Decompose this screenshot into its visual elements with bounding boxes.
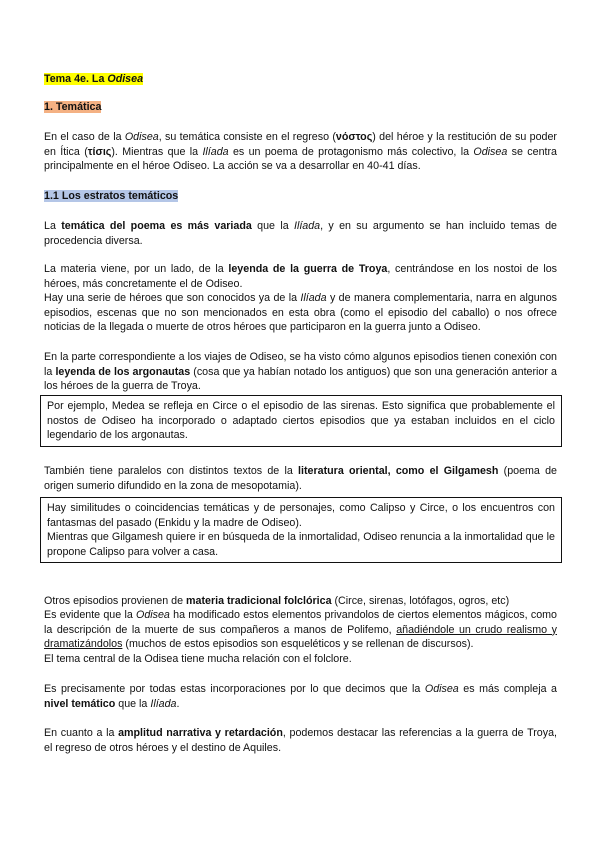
paragraph-intro: En el caso de la Odisea, su temática consiste en el regreso (νόστος) del héroe y la restitución de su poder en Ítica (τίσις). Mientras que la Ilíada es un poema de protagonismo más colectivo, la Odisea se centra principalmente en el héroe Odiseo. La acción se va a desarrollar en 40-41 días.	[44, 131, 557, 172]
note-box-similitudes: Hay similitudes o coincidencias temáticas y de personajes, como Calipso y Circe, o los encuentros con fantasmas del pasado (Enkidu y la madre de Odiseo).	[47, 502, 555, 529]
paragraph-folclorica: Otros episodios provienen de materia tradicional folclórica (Circe, sirenas, lotófagos, ogros, etc)	[44, 595, 510, 607]
paragraph-complejidad: Es precisamente por todas estas incorporaciones por lo que decimos que la Odisea es más compleja a nivel temático que la Ilíada.	[44, 683, 557, 710]
section-heading-tematica: 1. Temática	[44, 101, 102, 113]
note-box-inmortalidad: Mientras que Gilgamesh quiere ir en búsqueda de la inmortalidad, Odiseo renuncia a la inmortalidad que le propone Calipso para volver a casa.	[47, 531, 555, 558]
paragraph-tematica-variada: La temática del poema es más variada que la Ilíada, y en su argumento se han incluido temas de procedencia diversa.	[44, 220, 558, 247]
paragraph-heroes: Hay una serie de héroes que son conocidos ya de la Ilíada y de manera complementaria, narra en algunos episodios, escenas que no son mencionados en esta obra (como el episodio del caballo) o nos ofrece noticias de la llegada o muerte de otros héroes que participaron en la guerra junto a Odiseo.	[44, 292, 557, 333]
paragraph-guerra-troya: La materia viene, por un lado, de la leyenda de la guerra de Troya, centrándose en los nostoi de los héroes, más concretamente el de Odiseo.	[44, 263, 557, 290]
paragraph-folclore: El tema central de la Odisea tiene mucha relación con el folclore.	[44, 653, 352, 665]
section-heading-estratos: 1.1 Los estratos temáticos	[44, 190, 179, 202]
note-box-medea: Por ejemplo, Medea se refleja en Circe o el episodio de las sirenas. Esto significa que probablemente el nostos de Odiseo ha incorporado o adaptado ciertos episodios que ya estaban incluidos en el ciclo legendario de los argonautas.	[40, 395, 562, 447]
note-box-gilgamesh	[40, 497, 562, 563]
paragraph-amplitud: En cuanto a la amplitud narrativa y retardación, podemos destacar las referencias a la guerra de Troya, el regreso de otros héroes y el destino de Aquiles.	[44, 727, 557, 754]
paragraph-argonautas: En la parte correspondiente a los viajes de Odiseo, se ha visto cómo algunos episodios tienen conexión con la leyenda de los argonautas (cosa que ya habían notado los antiguos) que son una generación anterior a los héroes de la guerra de Troya.	[44, 351, 557, 392]
paragraph-gilgamesh: También tiene paralelos con distintos textos de la literatura oriental, como el Gilgamesh (poema de origen sumerio difundido en la zona de mesopotamia).	[44, 465, 557, 492]
doc-title: Tema 4e. La Odisea	[44, 73, 144, 85]
paragraph-modificaciones: Es evidente que la Odisea ha modificado estos elementos privandolos de ciertos elementos mágicos, como la descripción de la muerte de sus compañeros a manos de Polifemo, añadiéndole un crudo realismo y dramatizándolos (muchos de estos episodios son esqueléticos y se rellenan de discursos).	[44, 609, 557, 650]
